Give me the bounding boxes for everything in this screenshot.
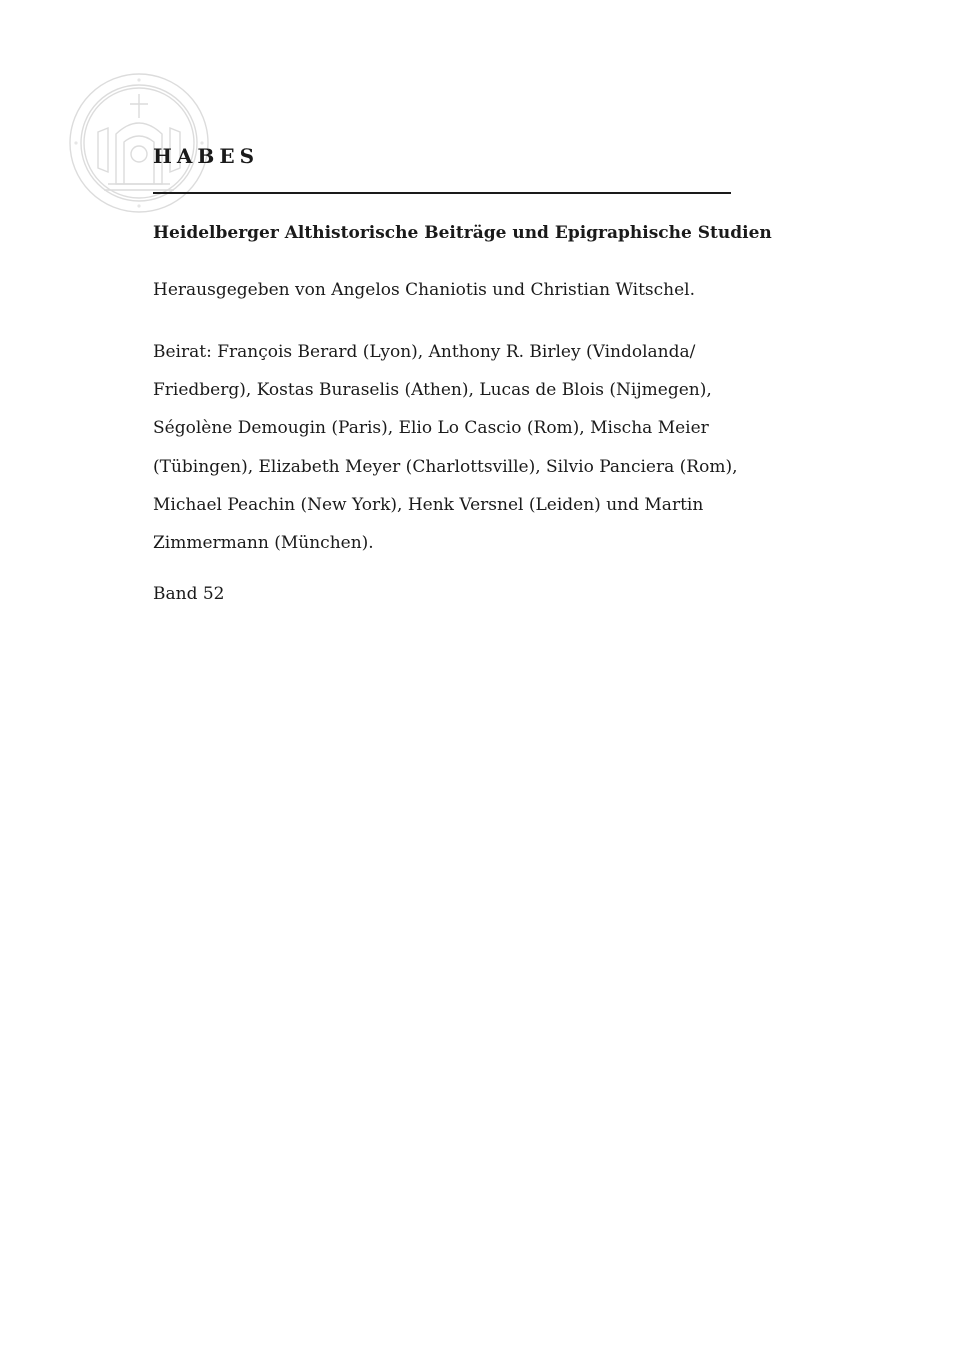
volume-number: Band 52 (153, 584, 225, 604)
editors-line: Herausgegeben von Angelos Chaniotis und Christian Witschel. (153, 280, 695, 300)
series-abbreviation: HABES (153, 144, 260, 168)
series-title: Heidelberger Althistorische Beiträge und Epigraphische Studien (153, 223, 772, 243)
title-divider (153, 192, 731, 194)
advisory-board: Beirat: François Berard (Lyon), Anthony R. Birley (Vindolanda/ Friedberg), Kostas Buraselis (Athen), Lucas de Blois (Nijmegen), Ségolène Demougin (Paris), Elio Lo Cascio (Rom), Mischa Meier (Tübingen), Elizabeth Meyer (Charlottsville), Silvio Panciera (Rom), Michael Peachin (New York), Henk Versnel (Leiden) und Martin Zimmermann (München). (153, 342, 738, 554)
